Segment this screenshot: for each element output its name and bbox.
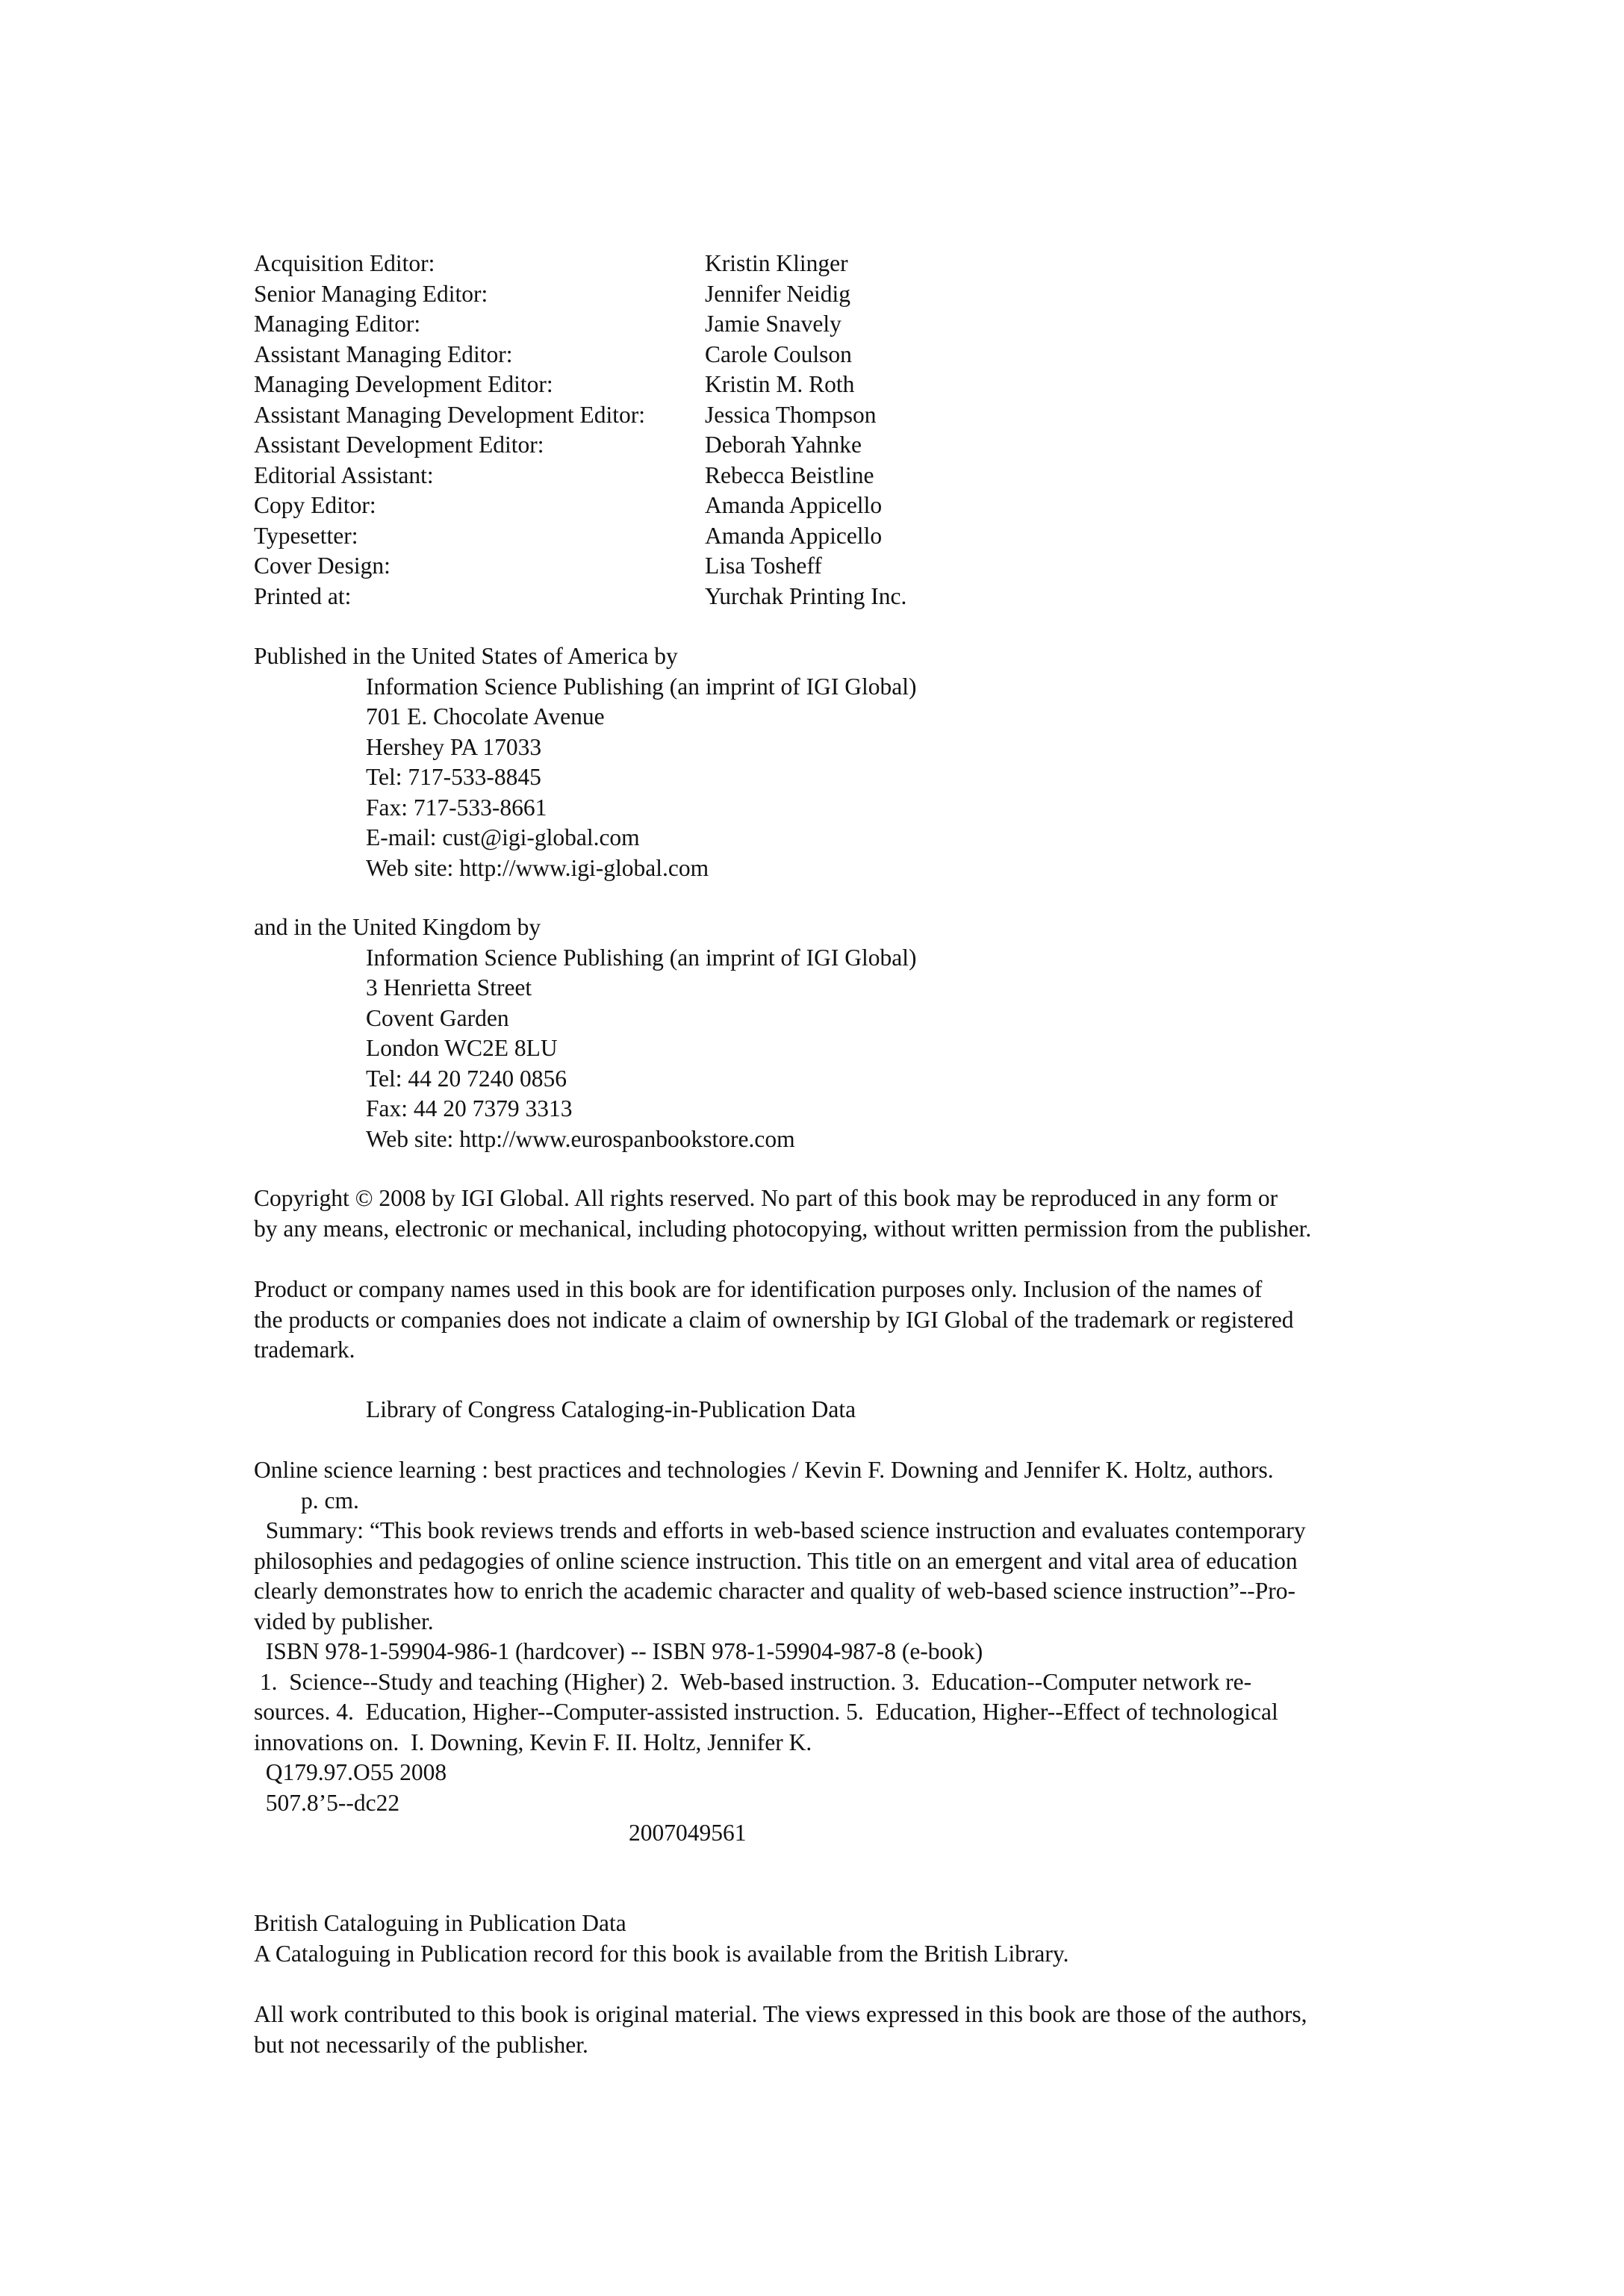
credit-row <box>254 279 1389 310</box>
credit-role: Printed at: <box>254 582 352 609</box>
credit-row <box>254 551 1389 582</box>
credit-row <box>254 340 1389 370</box>
loc-line: p. cm. <box>254 1487 359 1513</box>
uk-publisher-line: London WC2E 8LU <box>366 1035 558 1061</box>
credit-row <box>254 400 1389 431</box>
loc-line: Q179.97.O55 2008 <box>254 1759 447 1785</box>
credit-row <box>254 491 1389 521</box>
copyright-line: Copyright © 2008 by IGI Global. All rights reserved. No part of this book may be reproduced in any form or <box>254 1185 1278 1211</box>
credit-role: Cover Design: <box>254 553 391 579</box>
editorial-credits <box>254 249 1389 612</box>
uk-publisher-line: Tel: 44 20 7240 0856 <box>366 1065 567 1092</box>
loc-line: ISBN 978-1-59904-986-1 (hardcover) -- ISBN 978-1-59904-987-8 (e-book) <box>254 1638 983 1664</box>
british-heading: British Cataloguing in Publication Data <box>254 1910 626 1936</box>
trademark-line: Product or company names used in this book are for identification purposes only. Inclusion of the names of <box>254 1276 1263 1302</box>
credit-row <box>254 461 1389 491</box>
credit-name: Deborah Yahnke <box>705 432 862 458</box>
credit-role: Assistant Managing Development Editor: <box>254 401 646 428</box>
credit-role: Managing Editor: <box>254 311 421 337</box>
loc-line: Online science learning : best practices and technologies / Kevin F. Downing and Jennifer K. Holtz, authors. <box>254 1457 1274 1483</box>
credit-role: Acquisition Editor: <box>254 250 435 276</box>
credit-name: Jamie Snavely <box>705 311 841 337</box>
credit-role: Managing Development Editor: <box>254 371 553 397</box>
us-publisher-line: Hershey PA 17033 <box>366 733 542 760</box>
original-material-line: but not necessarily of the publisher. <box>254 2031 588 2058</box>
original-material-notice <box>254 2000 1389 2060</box>
loc-cataloging-data <box>254 1455 1389 1849</box>
us-publisher-line: Web site: http://www.igi-global.com <box>366 854 709 881</box>
loc-heading-block <box>254 1395 1389 1425</box>
british-cataloguing <box>254 1908 1389 1969</box>
credit-name: Jennifer Neidig <box>705 280 851 307</box>
credit-row <box>254 430 1389 461</box>
us-publisher-line: Fax: 717-533-8661 <box>366 794 547 821</box>
us-publisher-line: Information Science Publishing (an imprint of IGI Global) <box>366 673 917 700</box>
uk-publisher-line: Covent Garden <box>366 1004 509 1031</box>
copyright-line: by any means, electronic or mechanical, including photocopying, without written permission from the publisher. <box>254 1215 1312 1242</box>
credit-name: Amanda Appicello <box>705 522 883 549</box>
credit-row <box>254 582 1389 612</box>
uk-publisher-line: Fax: 44 20 7379 3313 <box>366 1095 573 1121</box>
british-line: A Cataloguing in Publication record for this book is available from the British Library. <box>254 1940 1069 1967</box>
us-publisher-line: 701 E. Chocolate Avenue <box>366 703 605 729</box>
credit-role: Assistant Development Editor: <box>254 432 544 458</box>
uk-publisher-line: 3 Henrietta Street <box>366 974 532 1001</box>
loc-line: sources. 4. Education, Higher--Computer-assisted instruction. 5. Education, Higher--Effect of technological <box>254 1699 1278 1725</box>
uk-publisher-line: Information Science Publishing (an imprint of IGI Global) <box>366 944 917 971</box>
loc-line: 507.8’5--dc22 <box>254 1789 400 1816</box>
loc-line: clearly demonstrates how to enrich the academic character and quality of web-based science instruction”--Pro- <box>254 1578 1296 1604</box>
credit-row <box>254 309 1389 340</box>
credit-name: Carole Coulson <box>705 340 852 367</box>
credit-name: Lisa Tosheff <box>705 553 822 579</box>
trademark-notice <box>254 1275 1389 1366</box>
credit-name: Yurchak Printing Inc. <box>705 582 907 609</box>
credit-name: Kristin Klinger <box>705 250 848 276</box>
credit-name: Jessica Thompson <box>705 401 877 428</box>
loc-heading: Library of Congress Cataloging-in-Publication Data <box>366 1396 856 1422</box>
credit-row <box>254 521 1389 552</box>
us-publisher-line: E-mail: cust@igi-global.com <box>366 824 640 850</box>
original-material-line: All work contributed to this book is original material. The views expressed in this book are those of the authors, <box>254 2001 1307 2027</box>
credit-role: Assistant Managing Editor: <box>254 340 513 367</box>
credit-role: Senior Managing Editor: <box>254 280 488 307</box>
loc-line: Summary: “This book reviews trends and efforts in web-based science instruction and evaluates contemporary <box>254 1517 1306 1543</box>
us-publisher-line: Tel: 717-533-8845 <box>366 764 541 790</box>
credit-role: Copy Editor: <box>254 492 376 518</box>
trademark-line: trademark. <box>254 1337 355 1363</box>
copyright-notice <box>254 1183 1389 1244</box>
credit-row <box>254 370 1389 400</box>
uk-publisher-block <box>254 912 1389 1154</box>
loc-line: vided by publisher. <box>254 1608 434 1634</box>
credit-role: Typesetter: <box>254 522 358 549</box>
credit-name: Kristin M. Roth <box>705 371 855 397</box>
us-publisher-block <box>254 641 1389 883</box>
uk-publisher-heading: and in the United Kingdom by <box>254 914 541 940</box>
credit-row <box>254 249 1389 279</box>
credit-name: Amanda Appicello <box>705 492 883 518</box>
loc-control-number: 2007049561 <box>629 1820 747 1846</box>
uk-publisher-line: Web site: http://www.eurospanbookstore.com <box>366 1125 795 1152</box>
us-publisher-heading: Published in the United States of America by <box>254 643 678 669</box>
credit-name: Rebecca Beistline <box>705 461 874 488</box>
loc-line: 1. Science--Study and teaching (Higher) 2. Web-based instruction. 3. Education--Computer network re- <box>254 1668 1252 1695</box>
loc-line: innovations on. I. Downing, Kevin F. II. Holtz, Jennifer K. <box>254 1729 812 1755</box>
credit-role: Editorial Assistant: <box>254 461 434 488</box>
loc-line: philosophies and pedagogies of online science instruction. This title on an emergent and vital area of education <box>254 1547 1298 1574</box>
trademark-line: the products or companies does not indicate a claim of ownership by IGI Global of the trademark or registered <box>254 1306 1294 1333</box>
